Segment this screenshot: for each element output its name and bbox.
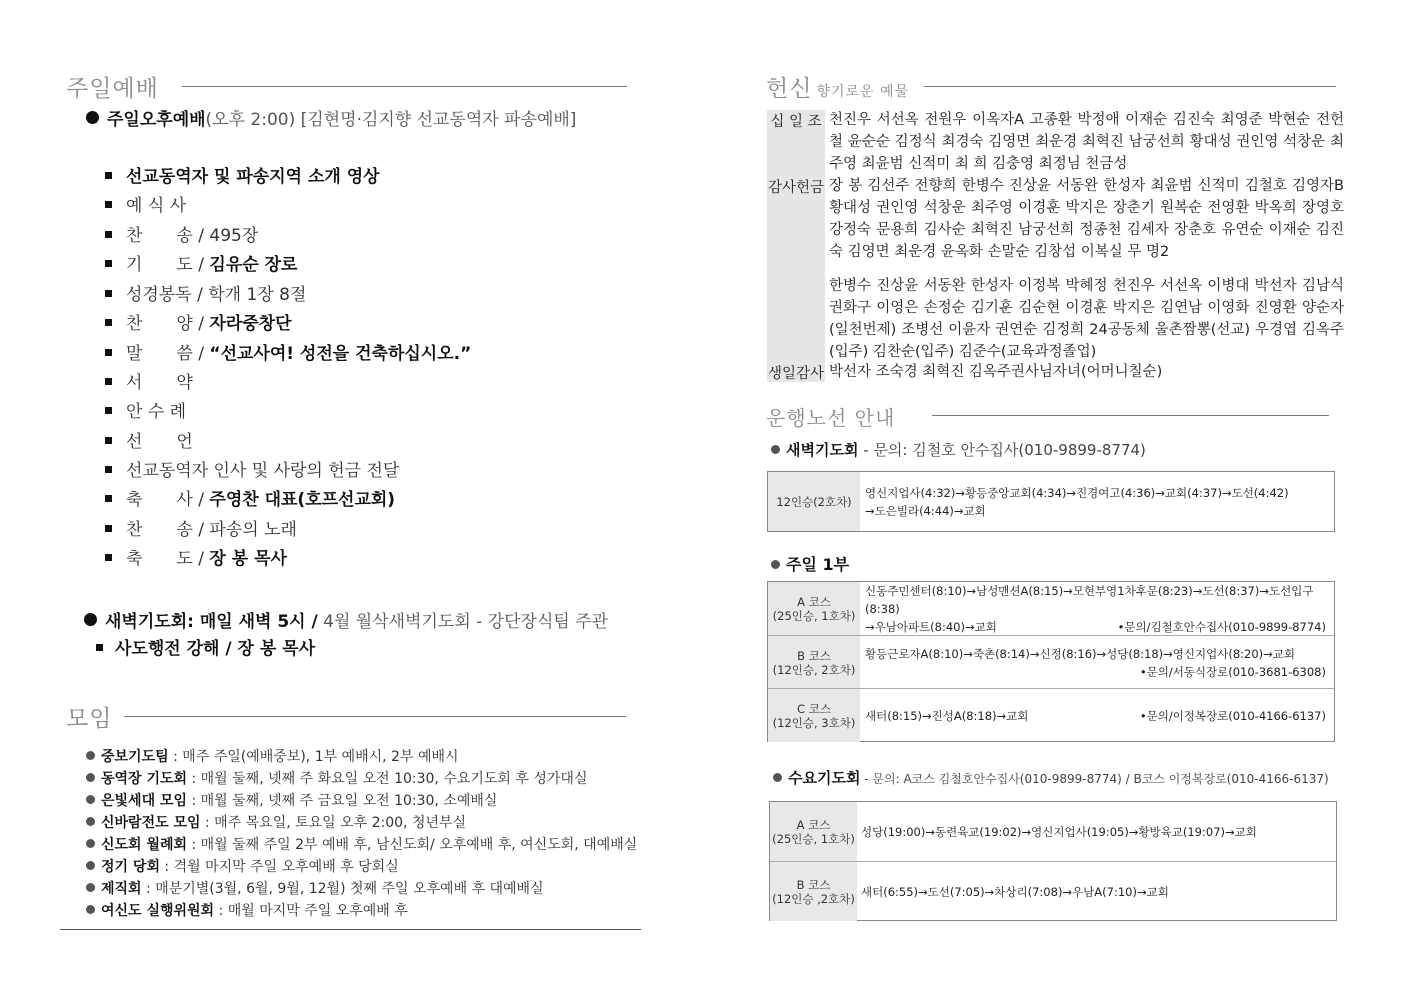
route-cell: 새터(8:15)→진성A(8:18)→교회 •문의/이정복장로(010-4166-6137) — [865, 708, 1326, 723]
table-row — [770, 861, 1336, 921]
service-name: 주일오후예배 — [107, 110, 206, 130]
square-bullet-icon — [105, 260, 112, 267]
meeting-item: 동역장 기도회 : 매월 둘째, 넷째 주 화요일 오전 10:30, 수요기도회 후 성가대실 — [86, 768, 587, 788]
bullet-icon — [86, 861, 95, 870]
afternoon-service-heading — [86, 105, 576, 130]
bullet-icon — [86, 905, 95, 914]
divider — [924, 86, 1336, 87]
square-bullet-icon — [105, 201, 112, 208]
square-bullet-icon — [105, 437, 112, 444]
birthday-label: 생일감사 — [767, 362, 825, 382]
order-item: 기 도 / 김유순 장로 — [105, 250, 297, 275]
meeting-item: 신도회 월례회 : 매월 둘째 주일 2부 예배 후, 남신도회/ 오후예배 후, 여신도회, 대예배실 — [86, 834, 637, 854]
dawn-route-heading: 새벽기도회 - 문의: 김철호 안수집사(010-9899-8774) — [771, 439, 1146, 460]
routes-title: 운행노선 안내 — [766, 406, 896, 430]
meetings-title: 모임 — [66, 706, 113, 732]
square-bullet-icon — [105, 525, 112, 532]
order-item: 찬 송 / 495장 — [105, 221, 258, 246]
bullet-icon — [771, 560, 780, 569]
table-row — [768, 688, 1334, 742]
square-bullet-icon — [105, 407, 112, 414]
square-bullet-icon — [96, 644, 103, 651]
square-bullet-icon — [105, 231, 112, 238]
divider — [124, 716, 626, 717]
order-item: 찬 양 / 자라중창단 — [105, 309, 292, 334]
order-item: 안 수 례 — [105, 397, 186, 422]
bullet-icon — [771, 445, 780, 454]
route-cell: 황등근로자A(8:10)→죽촌(8:14)→신정(8:16)→성당(8:18)→영신지업사(8:20)→교회 •문의/서동식장로(010-3681-6308) — [865, 646, 1326, 679]
table-row — [768, 582, 1334, 635]
birthday-names: 박선자 조숙경 최혁진 김옥주권사님자녀(어머니칠순) — [829, 364, 1163, 380]
route-cell: 영신지업사(4:32)→황등중앙교회(4:34)→진경여고(4:36)→교회(4:37)→도선(4:42) →도은빌라(4:44)→교회 — [865, 485, 1289, 518]
meeting-item: 여신도 실행위원회 : 매월 마지막 주일 오후예배 후 — [86, 900, 408, 920]
vehicle-cell: B 코스 (12인승 ,2호차) — [770, 862, 857, 921]
contact-text: •문의/서동식장로(010-3681-6308) — [1139, 664, 1326, 679]
dawn-route-table — [767, 471, 1335, 532]
sunday1-route-table — [767, 581, 1335, 742]
tithe-names: 천진우 서선옥 전원우 이옥자A 고종환 박정애 이재순 김진숙 최영준 박현순 전헌철 윤순순 김정식 최경숙 김영면 최운경 최혁진 남궁선희 황대성 권인영 석창운 최주영 최윤범 신적미 최 희 김충영 최정님 천금성 — [829, 112, 1344, 172]
square-bullet-icon — [105, 172, 112, 179]
meeting-item: 신바람전도 모임 : 매주 목요일, 토요일 오후 2:00, 청년부실 — [86, 812, 466, 832]
bullet-icon — [86, 883, 95, 892]
thanks-names-2: 한병수 진상윤 서동완 한성자 이정복 박혜정 천진우 서선옥 이병대 박선자 김남식 권화구 이영은 손정순 김기훈 김순현 이경훈 박지은 김연남 이영화 진영환 양순자(일천번제) 조병선 이윤자 권연순 김정희 24공동체 울촌짬뽕(선교) 우경엽 김옥주(입주) 김찬순(입주) 김준수(교육과정졸업) — [829, 278, 1344, 360]
bullet-icon — [86, 839, 95, 848]
order-item: 찬 송 / 파송의 노래 — [105, 515, 297, 540]
wednesday-route-heading: 수요기도회 - 문의: A코스 김철호안수집사(010-9899-8774) / B코스 이정복장로(010-4166-6137) — [773, 767, 1329, 788]
order-item: 축 사 / 주영찬 대표(호프선교회) — [105, 485, 395, 510]
sunday-worship-title: 주일예배 — [66, 76, 159, 102]
thanks-label: 감사헌금 — [767, 176, 825, 376]
dawn-prayer-sub: 사도행전 강해 / 장 봉 목사 — [96, 634, 315, 659]
divider — [182, 86, 627, 87]
order-item: 말 씀 / “선교사여! 성전을 건축하십시오.” — [105, 339, 471, 364]
order-item: 서 약 — [105, 368, 193, 393]
service-time: (오후 2:00) [김현명·김지향 선교동역자 파송예배] — [205, 110, 577, 130]
contact-text: •문의/이정복장로(010-4166-6137) — [1139, 708, 1326, 723]
meeting-item: 제직회 : 매분기별(3월, 6월, 9월, 12월) 첫째 주일 오후예배 후 대예배실 — [86, 878, 544, 898]
order-item: 선 언 — [105, 427, 193, 452]
bullet-icon — [86, 111, 99, 124]
square-bullet-icon — [105, 349, 112, 356]
bullet-icon — [773, 773, 782, 782]
bullet-icon — [86, 817, 95, 826]
square-bullet-icon — [105, 554, 112, 561]
vehicle-cell: A 코스 (25인승, 1호차) — [770, 802, 857, 861]
vehicle-cell: B 코스 (12인승, 2호차) — [768, 636, 860, 689]
contact-text: •문의/김철호안수집사(010-9899-8774) — [1117, 619, 1326, 634]
offering-subtitle: 향기로운 예물 — [816, 84, 910, 100]
divider — [932, 415, 1329, 416]
sunday1-route-heading: 주일 1부 — [771, 552, 849, 575]
route-cell: 신동주민센터(8:10)→남성맨션A(8:15)→모현부영1차후문(8:23)→도선(8:37)→도선입구(8:38) →우남아파트(8:40)→교회 •문의/김철호안수집사(010-9899-8774) — [865, 583, 1326, 634]
meeting-item: 중보기도팀 : 매주 주일(예배중보), 1부 예배시, 2부 예배시 — [86, 746, 459, 766]
square-bullet-icon — [105, 466, 112, 473]
order-item: 선교동역자 인사 및 사랑의 헌금 전달 — [105, 456, 399, 481]
tithe-label: 십 일 조 — [767, 110, 825, 176]
vehicle-cell: A 코스 (25인승, 1호차) — [768, 582, 860, 635]
square-bullet-icon — [105, 290, 112, 297]
offering-title: 헌신 향기로운 예물 — [766, 76, 910, 102]
order-item: 선교동역자 및 파송지역 소개 영상 — [105, 162, 380, 187]
route-cell: 새터(6:55)→도선(7:05)→차상리(7:08)→우남A(7:10)→교회 — [861, 884, 1169, 899]
meeting-item: 정기 당회 : 격월 마지막 주일 오후예배 후 당회실 — [86, 856, 399, 876]
square-bullet-icon — [105, 319, 112, 326]
square-bullet-icon — [105, 378, 112, 385]
route-cell: 성당(19:00)→동련육교(19:02)→영신지업사(19:05)→황방육교(19:07)→교회 — [861, 824, 1257, 839]
vehicle-cell: 12인승(2호차) — [768, 472, 860, 531]
table-row — [768, 472, 1334, 531]
wednesday-route-table — [769, 801, 1337, 921]
order-item: 예 식 사 — [105, 191, 186, 216]
order-item: 축 도 / 장 봉 목사 — [105, 544, 287, 569]
vehicle-cell: C 코스 (12인승, 3호차) — [768, 689, 860, 742]
bullet-icon — [84, 613, 97, 626]
table-row — [768, 635, 1334, 689]
square-bullet-icon — [105, 495, 112, 502]
bullet-icon — [86, 751, 95, 760]
bullet-icon — [86, 795, 95, 804]
dawn-prayer-heading: 새벽기도회: 매일 새벽 5시 / 4월 월삭새벽기도회 - 강단장식팀 주관 — [84, 607, 608, 632]
meeting-item: 은빛세대 모임 : 매월 둘째, 넷째 주 금요일 오전 10:30, 소예배실 — [86, 790, 497, 810]
bullet-icon — [86, 773, 95, 782]
table-row — [770, 802, 1336, 861]
order-item: 성경봉독 / 학개 1장 8절 — [105, 280, 306, 305]
bottom-divider — [60, 929, 641, 930]
thanks-names-1: 장 봉 김선주 전향희 한병수 진상윤 서동완 한성자 최윤범 신적미 김철호 김영자B 황대성 권인영 석창운 최주영 이경훈 박지은 장춘기 원복순 전영환 박옥희 장영호 강정숙 문용희 김사순 최혁진 남궁선희 정종천 김세자 장춘호 유연순 이재순 김진숙 김영면 최운경 윤옥화 손말순 김창섭 이복실 무 명2 — [829, 178, 1344, 260]
